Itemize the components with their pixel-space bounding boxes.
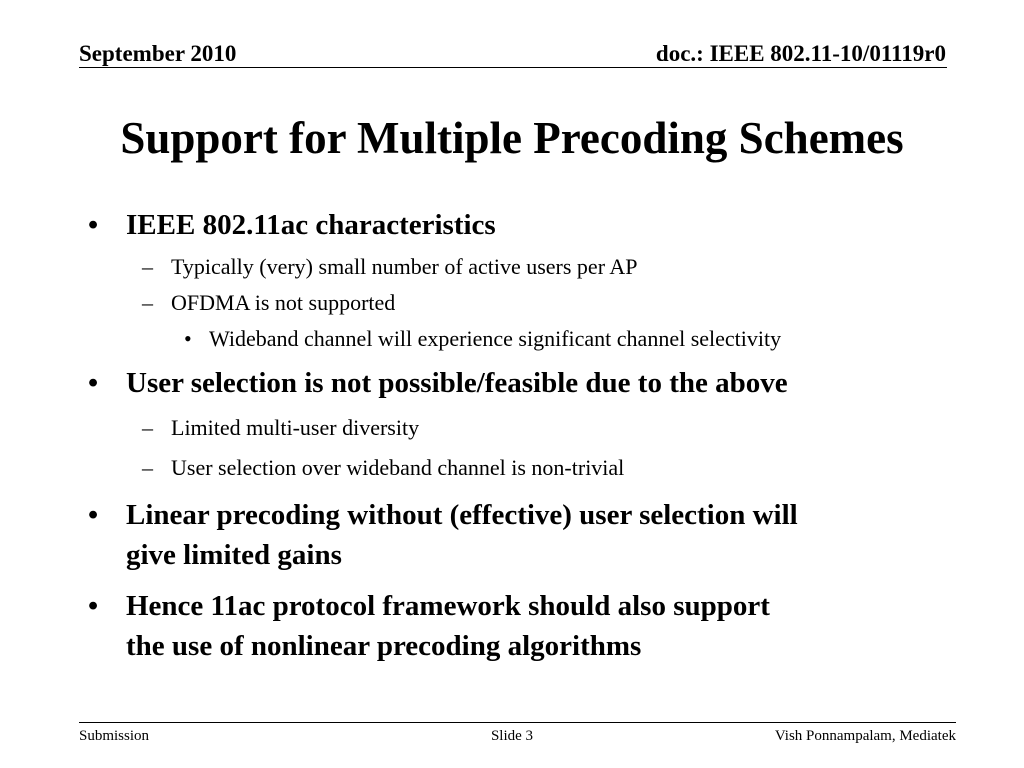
dash-marker: – [142,455,153,480]
bullet-marker: • [184,326,192,351]
bullet-text-line: Typically (very) small number of active users per AP [171,254,638,279]
header-date: September 2010 [79,41,237,66]
bullet-text [209,324,781,354]
bullet-text [171,413,419,443]
slide-title: Support for Multiple Precoding Schemes [120,113,904,163]
footer-submission: Submission [79,728,150,744]
bullet-text-line: IEEE 802.11ac characteristics [126,209,496,241]
bullet-text-line: Linear precoding without (effective) user selection will [126,499,798,531]
dash-marker: – [142,415,153,440]
bullet-text-line: Limited multi-user diversity [171,415,420,440]
bullet-text [171,252,637,282]
bullet-marker: • [88,499,99,531]
bullet-text-line: Hence 11ac protocol framework should also support [126,590,770,622]
bullet-marker: • [88,209,99,241]
bullet-text [126,205,496,245]
footer-slide-number: Slide 3 [490,728,534,744]
bullet-text-line: give limited gains [126,539,342,571]
bullet-text [126,363,788,403]
bullet-text [126,495,798,575]
bullet-marker: • [88,590,99,622]
bullet-text-line: OFDMA is not supported [171,290,396,315]
bullet-text [171,453,624,483]
dash-marker: – [142,254,153,279]
bullet-marker: • [88,367,99,399]
bullet-text [126,586,770,666]
dash-marker: – [142,290,153,315]
bullet-text-line: User selection over wideband channel is non-trivial [171,455,625,480]
bullet-text-line: User selection is not possible/feasible due to the above [126,367,788,399]
footer-divider [79,722,956,723]
bullet-text-line: the use of nonlinear precoding algorithms [126,630,642,662]
footer-author: Vish Ponnampalam, Mediatek [774,728,956,744]
bullet-text [171,288,395,318]
header-doc-id: doc.: IEEE 802.11-10/01119r0 [655,41,946,66]
bullet-text-line: Wideband channel will experience significant channel selectivity [209,326,782,351]
